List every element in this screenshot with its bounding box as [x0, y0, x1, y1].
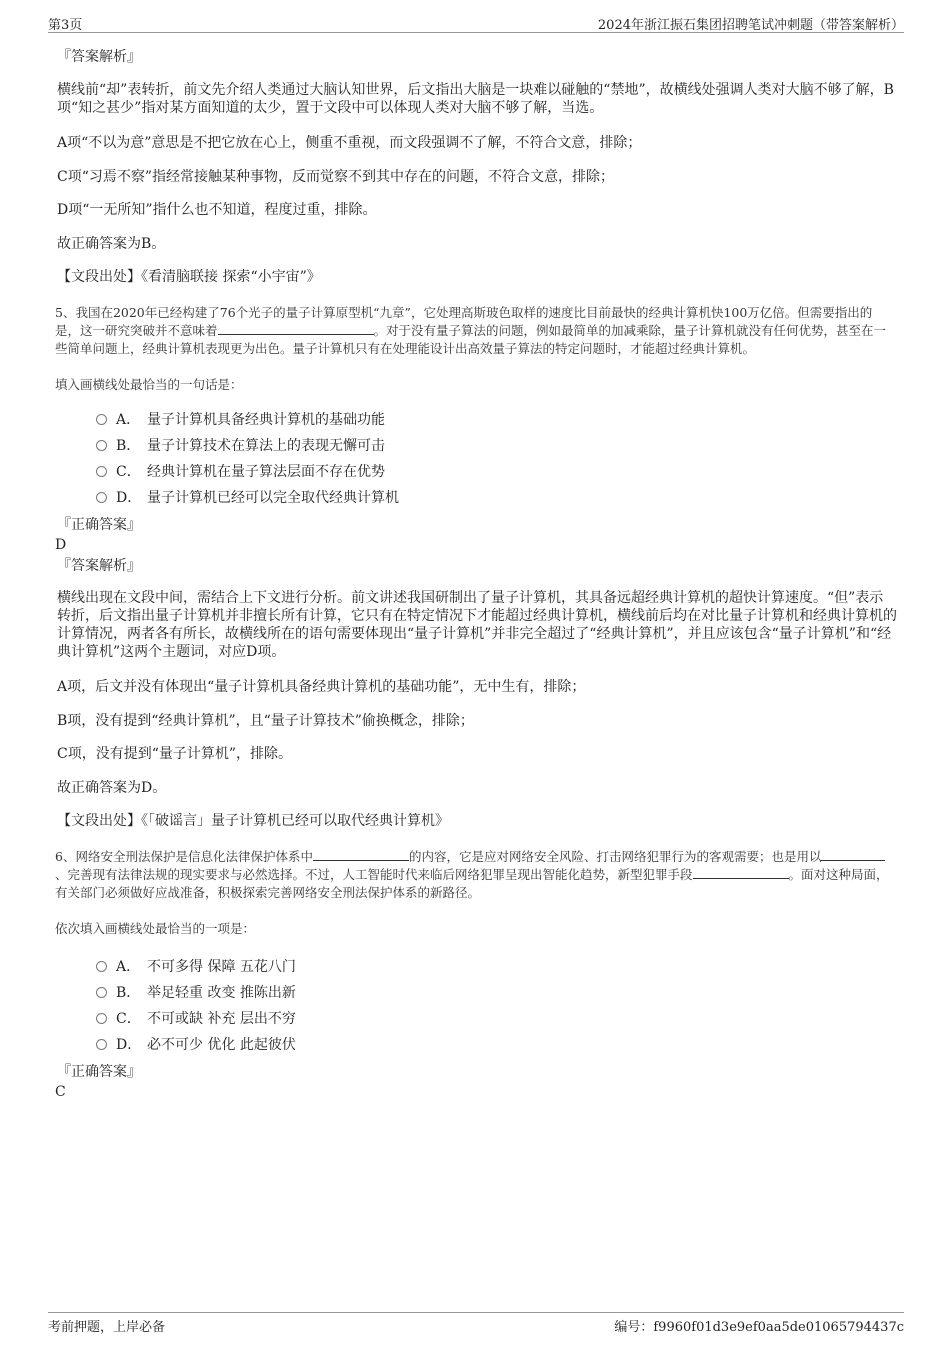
q4-conclusion: 故正确答案为B。: [57, 236, 166, 252]
radio-icon[interactable]: [96, 1013, 107, 1024]
q6-answer-label: 『正确答案』: [57, 1064, 141, 1080]
q5-option-c-note: C项，没有提到“量子计算机”，排除。: [57, 746, 293, 762]
radio-icon[interactable]: [96, 414, 107, 425]
radio-icon[interactable]: [96, 987, 107, 998]
q6-option-c[interactable]: C． 不可或缺 补充 层出不穷: [96, 1010, 296, 1028]
q5-option-b-note: B项，没有提到“经典计算机”，且“量子计算技术”偷换概念，排除；: [57, 713, 474, 729]
q5-option-d[interactable]: D． 量子计算机已经可以完全取代经典计算机: [96, 489, 399, 507]
q5-source: 【文段出处】《「破谣言」量子计算机已经可以取代经典计算机》: [57, 813, 449, 829]
q5-blank: [218, 322, 374, 335]
q6-option-a[interactable]: A． 不可多得 保障 五花八门: [96, 958, 296, 976]
q5-analysis-label: 『答案解析』: [57, 558, 141, 574]
document-title: 2024年浙江振石集团招聘笔试冲刺题（带答案解析）: [597, 18, 904, 33]
radio-icon[interactable]: [96, 492, 107, 503]
q6-prompt: 依次填入画横线处最恰当的一项是：: [55, 921, 256, 936]
page-number: 第3页: [48, 18, 83, 33]
q5-stem: 5、我国在2020年已经构建了76个光子的量子计算原型机“九章”，它处理高斯玻色取样的速度比目前最快的经典计算机快100万亿倍。但需要指出的是，这一研究突破并不意味着 。对于没有量子算法的问题，例如最简单的加减乘除，量子计算机就没有任何优势，甚至在一些简单问题上，经典计算机表现更为出色。量子计算机只有在处理能设计出高效量子算法的特定问题时，才能超过经典计算机。: [55, 305, 887, 356]
radio-icon[interactable]: [96, 961, 107, 972]
q6-stem: 6、网络安全刑法保护是信息化法律保护体系中 的内容，它是应对网络安全风险、打击网络犯罪行为的客观需要；也是用以、完善现有法律法规的现实要求与必然选择。不过，人工智能时代来临后网络犯罪呈现出智能化趋势，新型犯罪手段 。面对这种局面，有关部门必须做好应战准备，积极探索完善网络安全刑法保护体系的新路径。: [55, 849, 889, 900]
radio-icon[interactable]: [96, 440, 107, 451]
q5-option-a[interactable]: A． 量子计算机具备经典计算机的基础功能: [96, 411, 385, 429]
q5-option-c[interactable]: C． 经典计算机在量子算法层面不存在优势: [96, 463, 385, 481]
document-id: 编号：f9960f01d3e9ef0aa5de01065794437c: [614, 1320, 904, 1335]
q4-option-c-note: C项“习焉不察”指经常接触某种事物，反而觉察不到其中存在的问题，不符合文意，排除；: [57, 169, 615, 185]
q5-option-b[interactable]: B． 量子计算技术在算法上的表现无懈可击: [96, 437, 385, 455]
q4-option-a-note: A项“不以为意”意思是不把它放在心上，侧重不重视，而文段强调不了解，不符合文意，排除；: [57, 135, 642, 151]
q6-blank-2: [821, 848, 885, 861]
q5-conclusion: 故正确答案为D。: [57, 780, 167, 796]
page-footer: [48, 1312, 904, 1335]
q6-blank-3: [693, 866, 789, 879]
q4-source: 【文段出处】《看清脑联接 探索“小宇宙”》: [57, 269, 321, 285]
page-header: [48, 14, 904, 33]
q6-blank-1: [313, 848, 409, 861]
q5-answer-label: 『正确答案』: [57, 517, 141, 533]
q6-answer: C: [55, 1084, 66, 1100]
q4-analysis-label: 『答案解析』: [57, 49, 141, 65]
footer-slogan: 考前押题，上岸必备: [48, 1320, 166, 1335]
q5-analysis-paragraph: 横线出现在文段中间，需结合上下文进行分析。前文讲述我国研制出了量子计算机，其具备远超经典计算机的超快计算速度。“但”表示转折，后文指出量子计算机并非擅长所有计算，它只有在特定情况下才能超过经典计算机，横线前后均在对比量子计算机和经典计算机的计算情况，两者各有所长，故横线所在的语句需要体现出“量子计算机”并非完全超过了“经典计算机”，并且应该包含“量子计算机”和“经典计算机”这两个主题词，对应D项。: [57, 590, 897, 660]
radio-icon[interactable]: [96, 1039, 107, 1050]
q5-answer: D: [55, 537, 67, 553]
q6-option-d[interactable]: D． 必不可少 优化 此起彼伏: [96, 1036, 296, 1054]
q4-analysis-paragraph: 横线前“却”表转折，前文先介绍人类通过大脑认知世界，后文指出大脑是一块难以碰触的“禁地”，故横线处强调人类对大脑不够了解，B项“知之甚少”指对某方面知道的太少，置于文段中可以体现人类对大脑不够了解，当选。: [57, 82, 894, 116]
q5-option-a-note: A项，后文并没有体现出“量子计算机具备经典计算机的基础功能”，无中生有，排除；: [57, 679, 586, 695]
q4-option-d-note: D项“一无所知”指什么也不知道，程度过重，排除。: [57, 202, 377, 218]
q6-option-b[interactable]: B． 举足轻重 改变 推陈出新: [96, 984, 296, 1002]
radio-icon[interactable]: [96, 466, 107, 477]
q5-prompt: 填入画横线处最恰当的一句话是：: [55, 377, 243, 392]
